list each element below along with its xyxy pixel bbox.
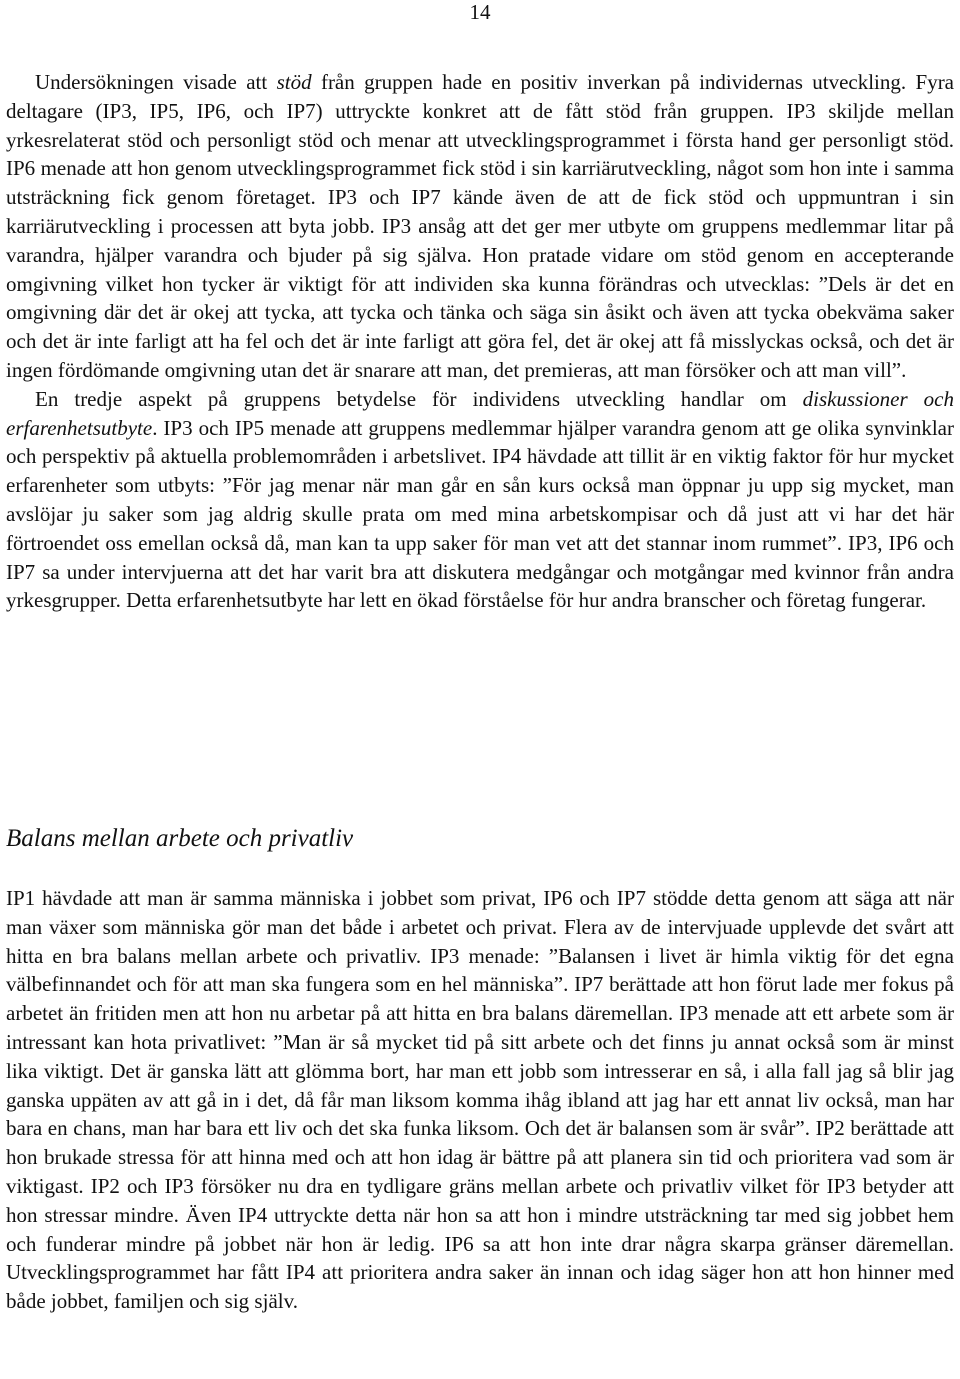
body-text-block-1 (6, 68, 954, 615)
paragraph-support-text-2: från gruppen hade en positiv inverkan på individernas utveckling. Fyra deltagare (IP3, IP5, IP6, och IP7) uttryckte konkret att de fått stöd från gruppen. IP3 skiljde mellan yrkesrelaterat stöd och personligt stöd och menar att utvecklingsprogrammet i första hand ger personligt stöd. IP6 menade att hon genom utvecklingsprogrammet fick stöd i sin karriärutveckling, något som hon inte i samma utsträckning fick genom företaget. IP3 och IP7 kände även de att de fick stöd och uppmuntran i sin karriärutveckling i processen att byta jobb. IP3 ansåg att det ger mer utbyte om gruppens medlemmar litar på varandra, hjälper varandra och bjuder på sig själva. Hon pratade vidare om stöd genom en accepterande omgivning vilket hon tycker är viktigt för att individen ska kunna förändras och utvecklas: ”Dels är det en omgivning där det är okej att tycka, att tycka och tänka och säga sin åsikt och även att tycka obekväma saker och det är inte farligt att ha fel och det är inte farligt att göra fel, det är okej att få misslyckas också, och det är ingen fördömande omgivning utan det är snarare att man, det premieras, att man försöker och att man vill”. (6, 70, 955, 382)
emphasis-diskussioner: diskussioner och erfarenhetsutbyte (6, 386, 954, 440)
emphasis-stod: stöd (276, 70, 312, 94)
paragraph-discussion (6, 385, 954, 615)
paragraph-discussion-text-2: . IP3 och IP5 menade att gruppens medlemmar hjälper varandra genom att ge olika synvinklar och perspektiv på aktuella problemområden i arbetslivet. IP4 hävdade att tillit är en viktig faktor för hur mycket erfarenheter som utbyts: ”För jag menar när man går en sån kurs också man öppnar ju upp sig mycket, man avslöjar ju saker som jag aldrig skulle prata om med mina arbetskompisar och då just att vi har det här förtroendet oss emellan också då, man kan ta upp saker för man vet att det stannar inom rummet”. IP3, IP6 och IP7 sa under intervjuerna att det har varit bra att diskutera medgångar och motgångar med kvinnor från andra yrkesgrupper. Detta erfarenhetsutbyte har lett en ökad förståelse för hur andra branscher och företag fungerar. (6, 415, 954, 613)
page-number: 14 (469, 0, 491, 24)
body-text-block-2 (6, 884, 954, 1316)
paragraph-discussion-text-1: En tredje aspekt på gruppens betydelse för individens utveckling handlar om (35, 386, 803, 411)
paragraph-balance: IP1 hävdade att man är samma människa i jobbet som privat, IP6 och IP7 stödde detta genom att säga att när man växer som människa gör man det både i arbetet och privat. Flera av de intervjuade upplevde det svårt att hitta en bra balans mellan arbete och privatliv. IP3 menade: ”Balansen i livet är himla viktig för det egna välbefinnandet och för att man ska fungera som en hel människa”. IP7 berättade att hon förut lade mer fokus på arbetet än fritiden men att hon nu arbetar på att hitta en bra balans däremellan. IP3 menade att ett arbete som är intressant kan hota privatlivet: ”Man är så mycket tid på sitt arbete och det finns ju annat också som är minst lika viktigt. Det är ganska lätt att glömma bort, har man ett jobb som intresserar en så, i alla fall jag så blir jag ganska uppäten av att gå in i det, då får man liksom komma ihåg ibland att jag har ett annat liv också, man har bara en chans, man har bara ett liv och det ska funka liksom. Och det är balansen som är svår”. IP2 berättade att hon brukade stressa för att hinna med och att hon idag är bättre på att planera sin tid och prioritera vad som är viktigast. IP2 och IP3 försöker nu dra en tydligare gräns mellan arbete och privatliv vilket för IP3 betyder att hon stressar mindre. Även IP4 uttryckte detta när hon sa att hon i mindre utsträckning tar med sig jobbet hem och funderar mindre på jobbet när hon är ledig. IP6 sa att hon inte drar några skarpa gränser däremellan. Utvecklingsprogrammet har fått IP4 att prioritera andra saker än innan och idag säger hon att hon hinner med både jobbet, familjen och sig själv. (6, 886, 954, 1314)
paragraph-support (6, 68, 954, 385)
section-heading: Balans mellan arbete och privatliv (6, 825, 354, 852)
paragraph-support-text-1: Undersökningen visade att (35, 70, 277, 94)
